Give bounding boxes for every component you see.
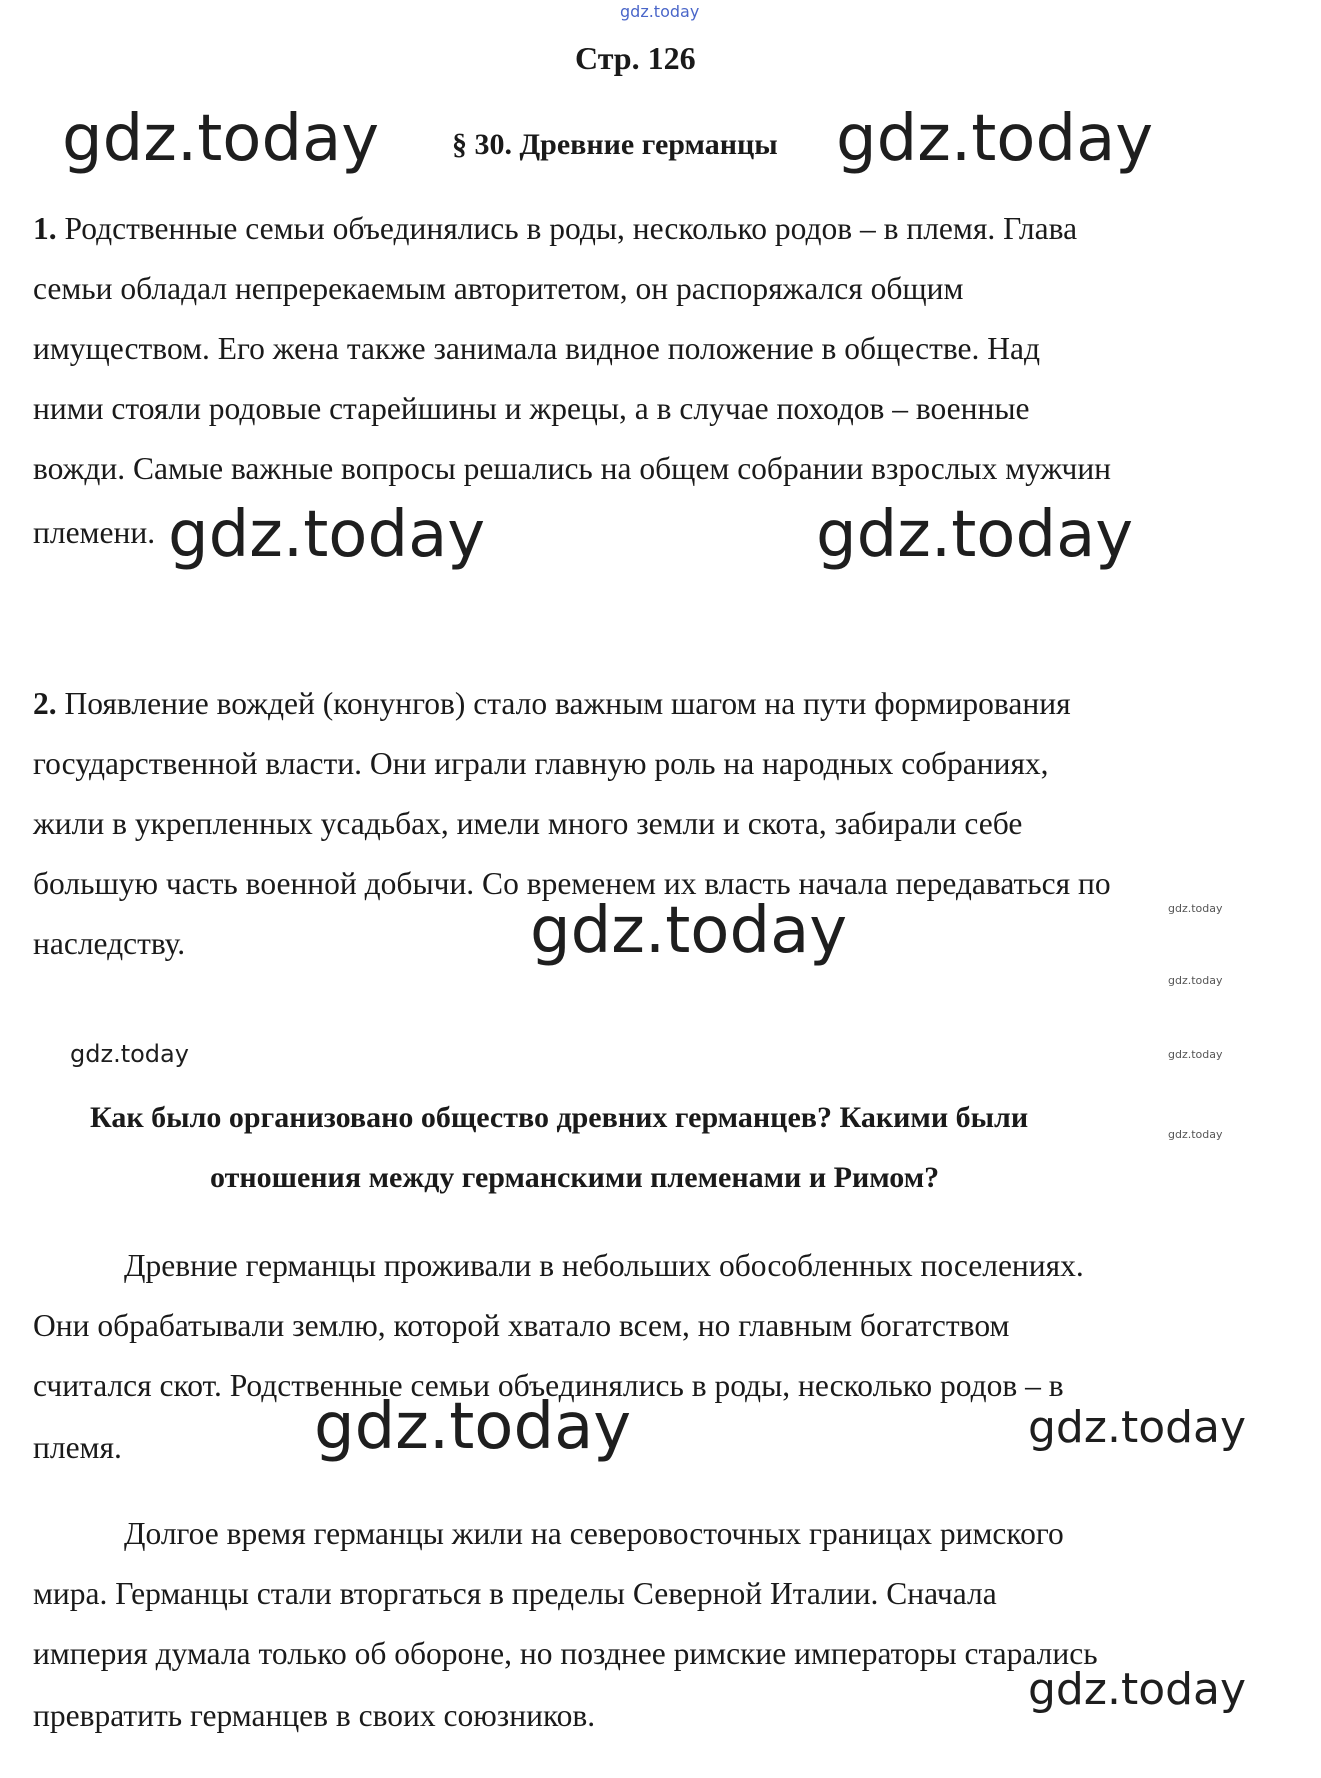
watermark: gdz.today [530,894,848,968]
watermark: gdz.today [1028,1664,1247,1715]
answer-line: большую часть военной добычи. Со временем их власть начала передаваться по [33,866,1111,901]
answer-line: семьи обладал непререкаемым авторитетом, он распоряжался общим [33,271,964,306]
paragraph-line: племя. [33,1430,122,1465]
paragraph-line: превратить германцев в своих союзников. [33,1698,596,1733]
watermark-small: gdz.today [1168,902,1223,915]
answer-line [33,211,1077,247]
answer-number: 2. [33,686,57,721]
answer-line: наследству. [33,926,186,961]
paragraph-line: Долгое время германцы жили на северовосточных границах римского [124,1516,1064,1551]
answer-line: государственной власти. Они играли главную роль на народных собраниях, [33,746,1049,781]
watermark-small: gdz.today [1168,974,1223,987]
page-number: Стр. 126 [575,40,696,76]
answer-line: имуществом. Его жена также занимала видное положение в обществе. Над [33,331,1041,366]
paragraph-line: считался скот. Родственные семьи объединялись в роды, несколько родов – в [33,1368,1064,1403]
paragraph-line: мира. Германцы стали вторгаться в пределы Северной Италии. Сначала [33,1576,997,1611]
watermark-small: gdz.today [1168,1128,1223,1141]
answer-number: 1. [33,211,57,246]
paragraph-line: Древние германцы проживали в небольших обособленных поселениях. [124,1248,1084,1283]
answer-text: Родственные семьи объединялись в роды, несколько родов – в племя. Глава [64,211,1078,246]
answer-line: ними стояли родовые старейшины и жрецы, а в случае походов – военные [33,391,1030,426]
section-title: § 30. Древние германцы [452,128,778,161]
watermark: gdz.today [836,102,1154,176]
answer-text: Появление вождей (конунгов) стало важным шагом на пути формирования [64,686,1071,721]
paragraph-line: Они обрабатывали землю, которой хватало всем, но главным богатством [33,1308,1010,1343]
watermark: gdz.today [816,498,1134,572]
answer-line: вожди. Самые важные вопросы решались на общем собрании взрослых мужчин [33,451,1112,486]
watermark: gdz.today [314,1390,632,1464]
watermark: gdz.today [70,1040,189,1068]
answer-line: племени. [33,515,156,550]
question-line: отношения между германскими племенами и Римом? [210,1161,940,1194]
watermark: gdz.today [1028,1402,1247,1453]
watermark: gdz.today [168,498,486,572]
watermark: gdz.today [62,102,380,176]
question-line: Как было организовано общество древних германцев? Какими были [90,1101,1029,1134]
answer-line [33,686,1071,722]
watermark-small: gdz.today [1168,1048,1223,1061]
answer-line: жили в укрепленных усадьбах, имели много земли и скота, забирали себе [33,806,1023,841]
watermark-top: gdz.today [620,2,700,21]
paragraph-line: империя думала только об обороне, но позднее римские императоры старались [33,1636,1098,1671]
